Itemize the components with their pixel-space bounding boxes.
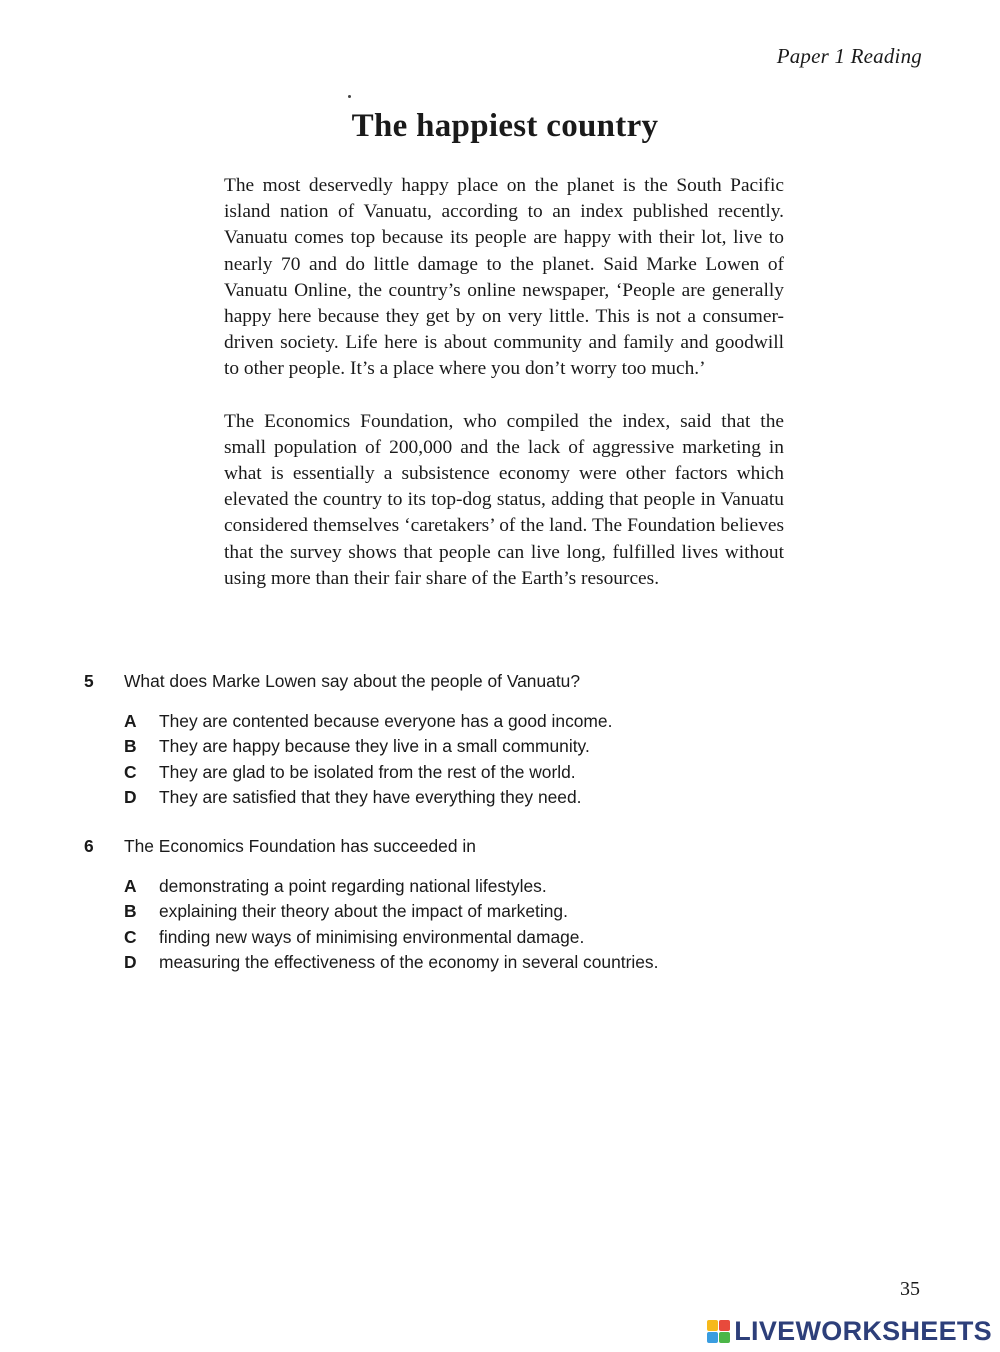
question-number: 5 (84, 671, 94, 691)
option-letter: A (124, 876, 137, 896)
answer-options (84, 876, 658, 978)
option-text: They are satisfied that they have everything they need. (159, 787, 582, 808)
question-5 (84, 671, 612, 813)
answer-option-b[interactable] (124, 901, 658, 926)
question-text: The Economics Foundation has succeeded in (124, 836, 476, 856)
logo-square (707, 1332, 718, 1343)
answer-option-c[interactable] (124, 762, 612, 787)
option-letter: D (124, 787, 137, 808)
option-letter: D (124, 952, 137, 973)
article-paragraph: The most deservedly happy place on the planet is the South Pacific island nation of Vanuatu, according to an index published recently. Vanuatu comes top because its people are happy with their lot, live to nearly 70 and do little damage to the planet. Said Marke Lowen of Vanuatu Online, the country’s online newspaper, ‘People are generally happy here because they get by on very little. This is not a consumer-driven society. Life here is about community and family and goodwill to other people. It’s a place where you don’t worry too much.’ (224, 175, 784, 380)
option-letter: C (124, 761, 137, 782)
logo-square (719, 1320, 730, 1331)
option-text: explaining their theory about the impact of marketing. (159, 901, 568, 922)
answer-option-b[interactable] (124, 736, 612, 761)
option-text: finding new ways of minimising environmental damage. (159, 926, 585, 947)
answer-option-d[interactable] (124, 952, 658, 977)
option-text: They are contented because everyone has a good income. (159, 711, 613, 731)
question-6 (84, 836, 658, 978)
page-number: 35 (900, 1278, 920, 1300)
answer-option-a[interactable] (124, 876, 658, 901)
liveworksheets-brand[interactable] (707, 1316, 992, 1347)
running-header: Paper 1 Reading (776, 44, 922, 68)
option-letter: B (124, 736, 137, 757)
option-letter: C (124, 926, 137, 947)
option-text: measuring the effectiveness of the economy in several countries. (159, 952, 659, 973)
answer-option-d[interactable] (124, 787, 612, 812)
answer-option-c[interactable] (124, 927, 658, 952)
option-letter: A (124, 711, 137, 731)
article-title: The happiest country (351, 108, 659, 144)
logo-square (707, 1320, 718, 1331)
option-text: They are happy because they live in a small community. (159, 736, 590, 757)
liveworksheets-logo-icon (707, 1320, 730, 1343)
question-text: What does Marke Lowen say about the people of Vanuatu? (124, 671, 581, 691)
option-text: demonstrating a point regarding national lifestyles. (159, 876, 547, 896)
article-paragraph: The Economics Foundation, who compiled the index, said that the small population of 200,000 and the lack of aggressive marketing in what is essentially a subsistence economy were other factors which elevated the country to its top-dog status, adding that people in Vanuatu considered themselves ‘caretakers’ of the land. The Foundation believes that the survey shows that people can live long, fulfilled lives without using more than their fair share of the Earth’s resources. (224, 410, 784, 589)
question-number: 6 (84, 836, 94, 856)
answer-options (84, 711, 612, 813)
brand-text: LIVEWORKSHEETS (734, 1316, 992, 1346)
option-text: They are glad to be isolated from the rest of the world. (159, 761, 576, 782)
logo-square (719, 1332, 730, 1343)
option-letter: B (124, 901, 137, 922)
article-body (224, 173, 784, 592)
stray-mark (348, 95, 351, 98)
answer-option-a[interactable] (124, 711, 612, 736)
